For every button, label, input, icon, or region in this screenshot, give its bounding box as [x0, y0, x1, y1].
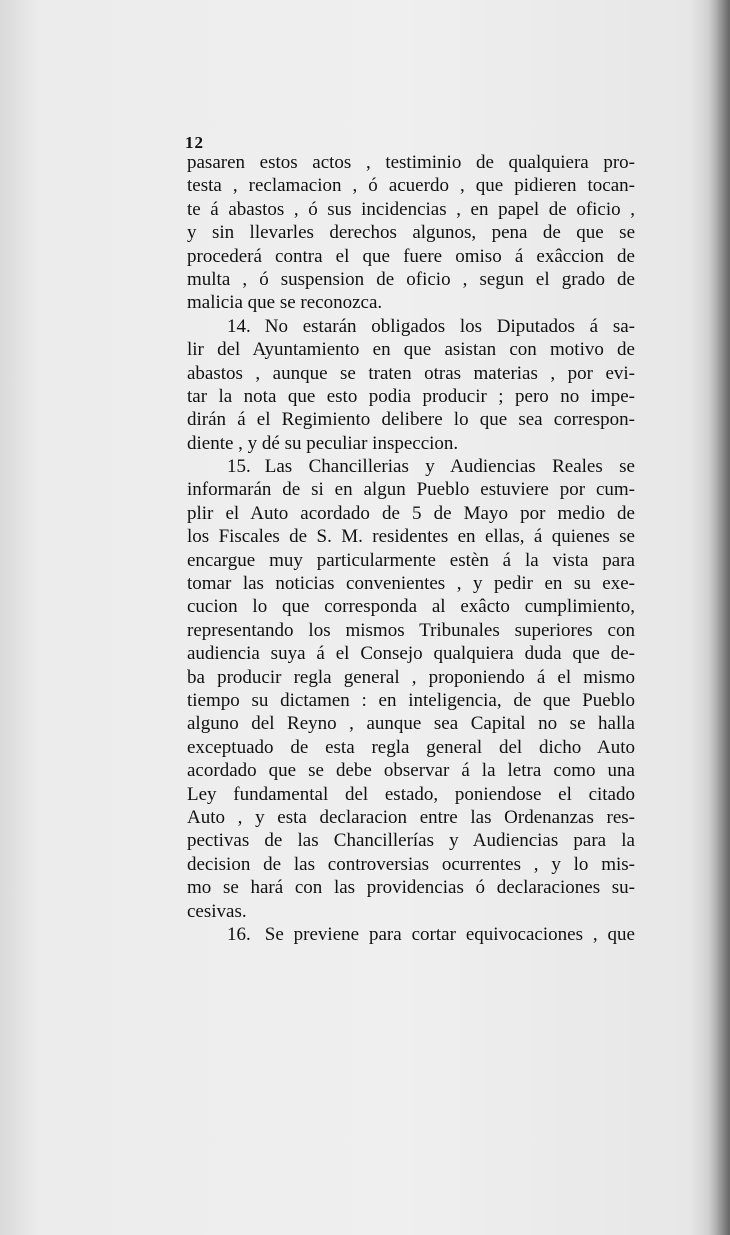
line-text: informarán de si en algun Pueblo estuviere por cum-	[187, 479, 635, 501]
line-text: Ley fundamental del estado, poniendose el citado	[187, 783, 635, 805]
text-line	[187, 806, 635, 829]
line-text: malicia que se reconozca.	[187, 292, 383, 314]
text-line	[187, 572, 635, 595]
line-text: pectivas de las Chancillerías y Audiencias para la	[187, 830, 635, 852]
line-text: pasaren estos actos , testiminio de qualquiera pro-	[187, 152, 635, 173]
line-text: testa , reclamacion , ó acuerdo , que pidieren tocan-	[187, 175, 635, 197]
text-line	[187, 549, 635, 572]
text-line	[187, 151, 635, 174]
text-line	[187, 923, 635, 946]
text-line	[187, 432, 635, 455]
text-line	[187, 221, 635, 244]
text-line	[187, 174, 635, 197]
line-text: dirán á el Regimiento delibere lo que sea correspon-	[187, 409, 635, 431]
line-text: los Fiscales de S. M. residentes en ellas, á quienes se	[187, 526, 635, 548]
text-line	[187, 900, 635, 923]
text-line	[187, 315, 635, 338]
text-line	[187, 876, 635, 899]
line-text: plir el Auto acordado de 5 de Mayo por medio de	[187, 502, 635, 524]
line-text: Auto , y esta declaracion entre las Ordenanzas res-	[187, 806, 635, 828]
text-line	[187, 478, 635, 501]
text-line	[187, 455, 635, 478]
text-line	[187, 362, 635, 385]
text-line	[187, 689, 635, 712]
text-line	[187, 736, 635, 759]
line-text: encargue muy particularmente estèn á la vista para	[187, 549, 635, 571]
line-text: No estarán obligados los Diputados á sa-	[264, 315, 635, 337]
line-text: Las Chancillerias y Audiencias Reales se	[264, 456, 635, 478]
line-text: acordado que se debe observar á la letra como una	[187, 760, 635, 782]
body-text	[187, 151, 635, 946]
line-text: cesivas.	[187, 900, 247, 922]
line-text: lir del Ayuntamiento en que asistan con motivo de	[187, 339, 635, 361]
text-line	[187, 595, 635, 618]
line-text: audiencia suya á el Consejo qualquiera duda que de-	[187, 643, 635, 665]
text-line	[187, 525, 635, 548]
line-text: y sin llevarles derechos algunos, pena de que se	[187, 222, 635, 244]
line-text: te á abastos , ó sus incidencias , en papel de oficio ,	[187, 198, 635, 220]
text-line	[187, 198, 635, 221]
text-line	[187, 291, 635, 314]
line-text: procederá contra el que fuere omiso á exâccion de	[187, 245, 635, 267]
paragraph-number: 16.	[227, 923, 251, 945]
line-text: representando los mismos Tribunales superiores con	[187, 619, 635, 641]
page-edge-shadow	[708, 0, 730, 1235]
line-text: diente , y dé su peculiar inspeccion.	[187, 432, 459, 454]
paragraph-number: 14.	[227, 315, 251, 337]
line-text: Se previene para cortar equivocaciones , que	[264, 923, 635, 945]
line-text: exceptuado de esta regla general del dicho Auto	[187, 736, 635, 758]
line-text: mo se hará con las providencias ó declaraciones su-	[187, 877, 635, 899]
text-line	[187, 712, 635, 735]
line-text: abastos , aunque se traten otras materias , por evi-	[187, 362, 635, 384]
text-line	[187, 245, 635, 268]
line-text: tar la nota que esto podia producir ; pero no impe-	[187, 385, 635, 407]
text-line	[187, 268, 635, 291]
text-line	[187, 853, 635, 876]
text-line	[187, 408, 635, 431]
line-text: decision de las controversias ocurrentes , y lo mis-	[187, 853, 635, 875]
line-text: tomar las noticias convenientes , y pedir en su exe-	[187, 573, 635, 595]
text-line	[187, 759, 635, 782]
text-line	[187, 502, 635, 525]
page-number: 12	[185, 133, 204, 152]
text-line	[187, 619, 635, 642]
text-line	[187, 829, 635, 852]
text-line	[187, 783, 635, 806]
line-text: ba producir regla general , proponiendo á el mismo	[187, 666, 635, 688]
text-line	[187, 666, 635, 689]
line-text: multa , ó suspension de oficio , segun el grado de	[187, 268, 635, 290]
paragraph-number: 15.	[227, 456, 251, 478]
text-line	[187, 385, 635, 408]
line-text: cucion lo que corresponda al exâcto cumplimiento,	[187, 596, 635, 618]
line-text: alguno del Reyno , aunque sea Capital no se halla	[187, 713, 635, 735]
text-line	[187, 338, 635, 361]
text-line	[187, 642, 635, 665]
line-text: tiempo su dictamen : en inteligencia, de que Pueblo	[187, 689, 635, 711]
